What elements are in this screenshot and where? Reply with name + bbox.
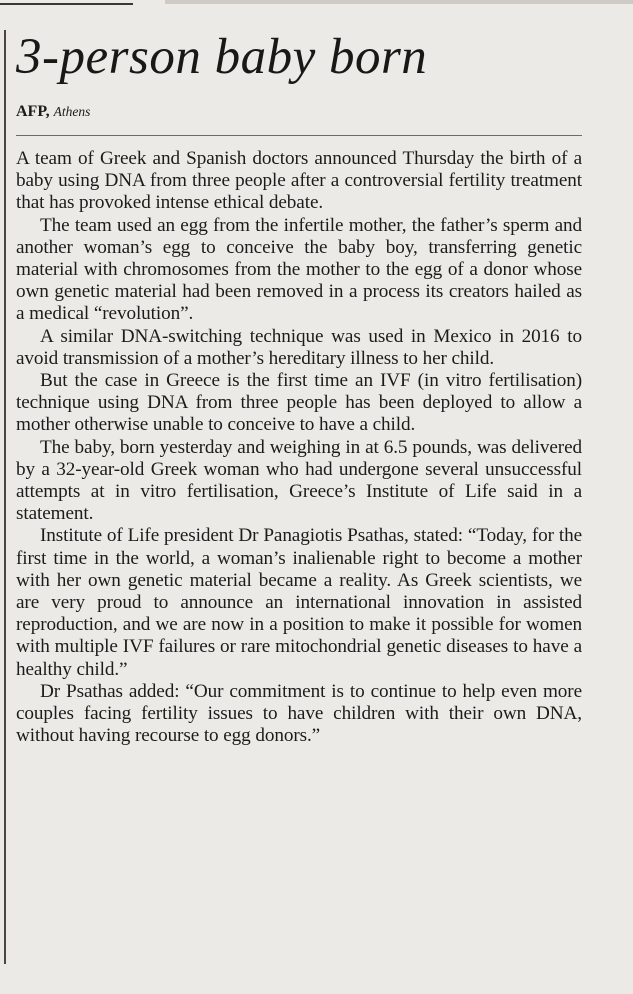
top-rule-right [165, 0, 633, 4]
paragraph-2: The team used an egg from the infertile mother, the father’s sperm and another woman’s egg to conceive the baby boy, transferring genetic material with chromosomes from the mother to the egg of a donor whose own genetic material had been removed in a process its creators hailed as a medical “revolution”. [16, 214, 582, 325]
byline-divider [16, 135, 582, 136]
headline: 3-person baby born [16, 29, 428, 85]
paragraph-7: Dr Psathas added: “Our commitment is to continue to help even more couples facing fertility issues to have children with their own DNA, without having recourse to egg donors.” [16, 680, 582, 747]
column-rule [4, 30, 6, 964]
byline-agency: AFP [16, 103, 46, 120]
paragraph-1: A team of Greek and Spanish doctors announced Thursday the birth of a baby using DNA from three people after a controversial fertility treatment that has provoked intense ethical debate. [16, 148, 582, 214]
paragraph-6: Institute of Life president Dr Panagiotis Psathas, stated: “Today, for the first time in the world, a woman’s inalienable right to become a mother with her own genetic material became a reality. As Greek scientists, we are very proud to announce an international innovation in assisted reproduction, and we are now in a position to make it possible for women with multiple IVF failures or rare mitochondrial genetic diseases to have a healthy child.” [16, 525, 582, 680]
top-rule-left [0, 3, 133, 5]
paragraph-3: A similar DNA-switching technique was used in Mexico in 2016 to avoid transmission of a mother’s hereditary illness to her child. [16, 325, 582, 369]
byline-separator: , [45, 103, 50, 120]
byline [16, 101, 582, 123]
byline-location: Athens [53, 104, 91, 119]
news-article [16, 22, 582, 747]
paragraph-5: The baby, born yesterday and weighing in at 6.5 pounds, was delivered by a 32-year-old Greek woman who had undergone several unsuccessful attempts at in vitro fertilisation, Greece’s Institute of Life said in a statement. [16, 436, 582, 525]
paragraph-4: But the case in Greece is the first time an IVF (in vitro fertilisation) technique using DNA from three people has been deployed to allow a mother otherwise unable to conceive to have a child. [16, 370, 582, 436]
article-body [16, 148, 582, 747]
